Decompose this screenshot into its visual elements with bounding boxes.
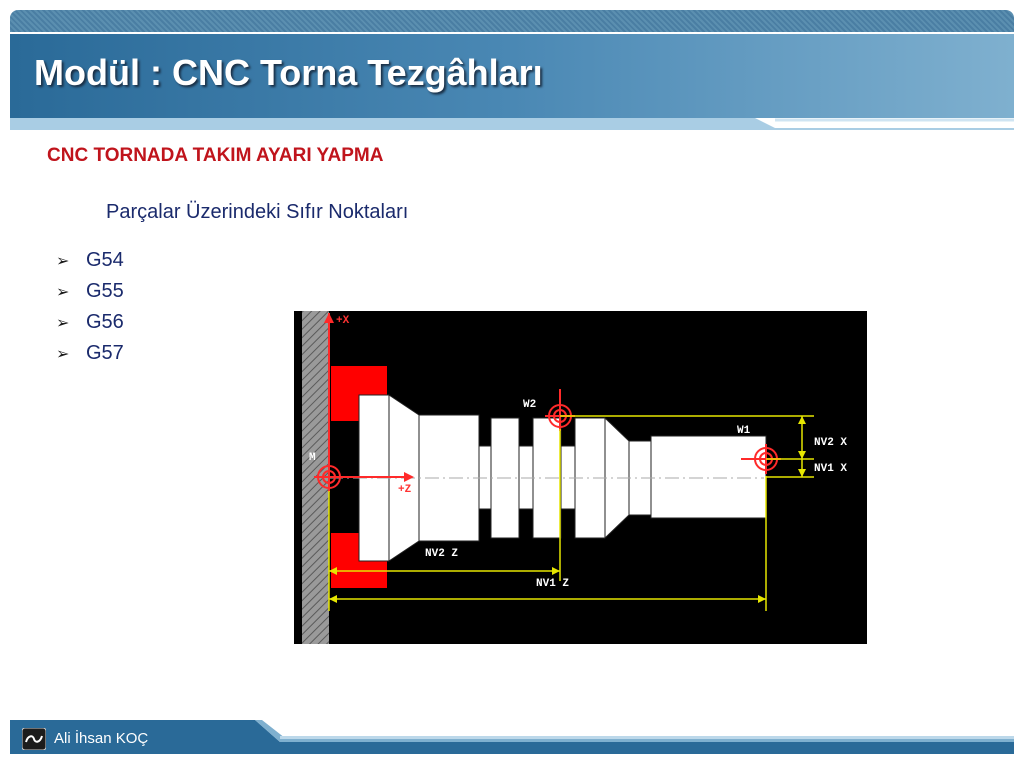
lathe-zero-points-diagram [294,311,867,644]
nv2x-label: NV2 X [814,437,848,449]
logo-icon [22,728,46,750]
nv2z-label: NV2 Z [425,548,459,560]
nv1z-label: NV1 Z [536,578,570,590]
bullet-label: G57 [86,342,124,364]
w2-label: W2 [523,399,537,411]
nv1x-label: NV1 X [814,463,848,475]
plus-z-label: +Z [398,484,412,496]
list-item [56,307,124,338]
arrow-bullet-icon: ➢ [56,252,70,270]
top-decorative-strip [10,10,1014,32]
bullet-label: G56 [86,311,124,333]
subtitle: Parçalar Üzerindeki Sıfır Noktaları [106,201,409,223]
list-item [56,276,124,307]
footer-author: Ali İhsan KOÇ [54,730,149,747]
plus-x-label: +X [336,315,350,327]
arrow-bullet-icon: ➢ [56,314,70,332]
list-item [56,245,124,276]
title-underline [10,118,1014,130]
arrow-bullet-icon: ➢ [56,345,70,363]
footer-bar [10,720,1014,754]
list-item [56,338,124,369]
page-title: Modül : CNC Torna Tezgâhları [34,52,543,93]
m-label: M [309,452,316,464]
arrow-bullet-icon: ➢ [56,283,70,301]
section-title: CNC TORNADA TAKIM AYARI YAPMA [47,145,384,166]
w1-label: W1 [737,425,751,437]
bullet-label: G54 [86,249,124,271]
title-bar [10,34,1014,118]
bullet-list [56,245,124,369]
bullet-label: G55 [86,280,124,302]
